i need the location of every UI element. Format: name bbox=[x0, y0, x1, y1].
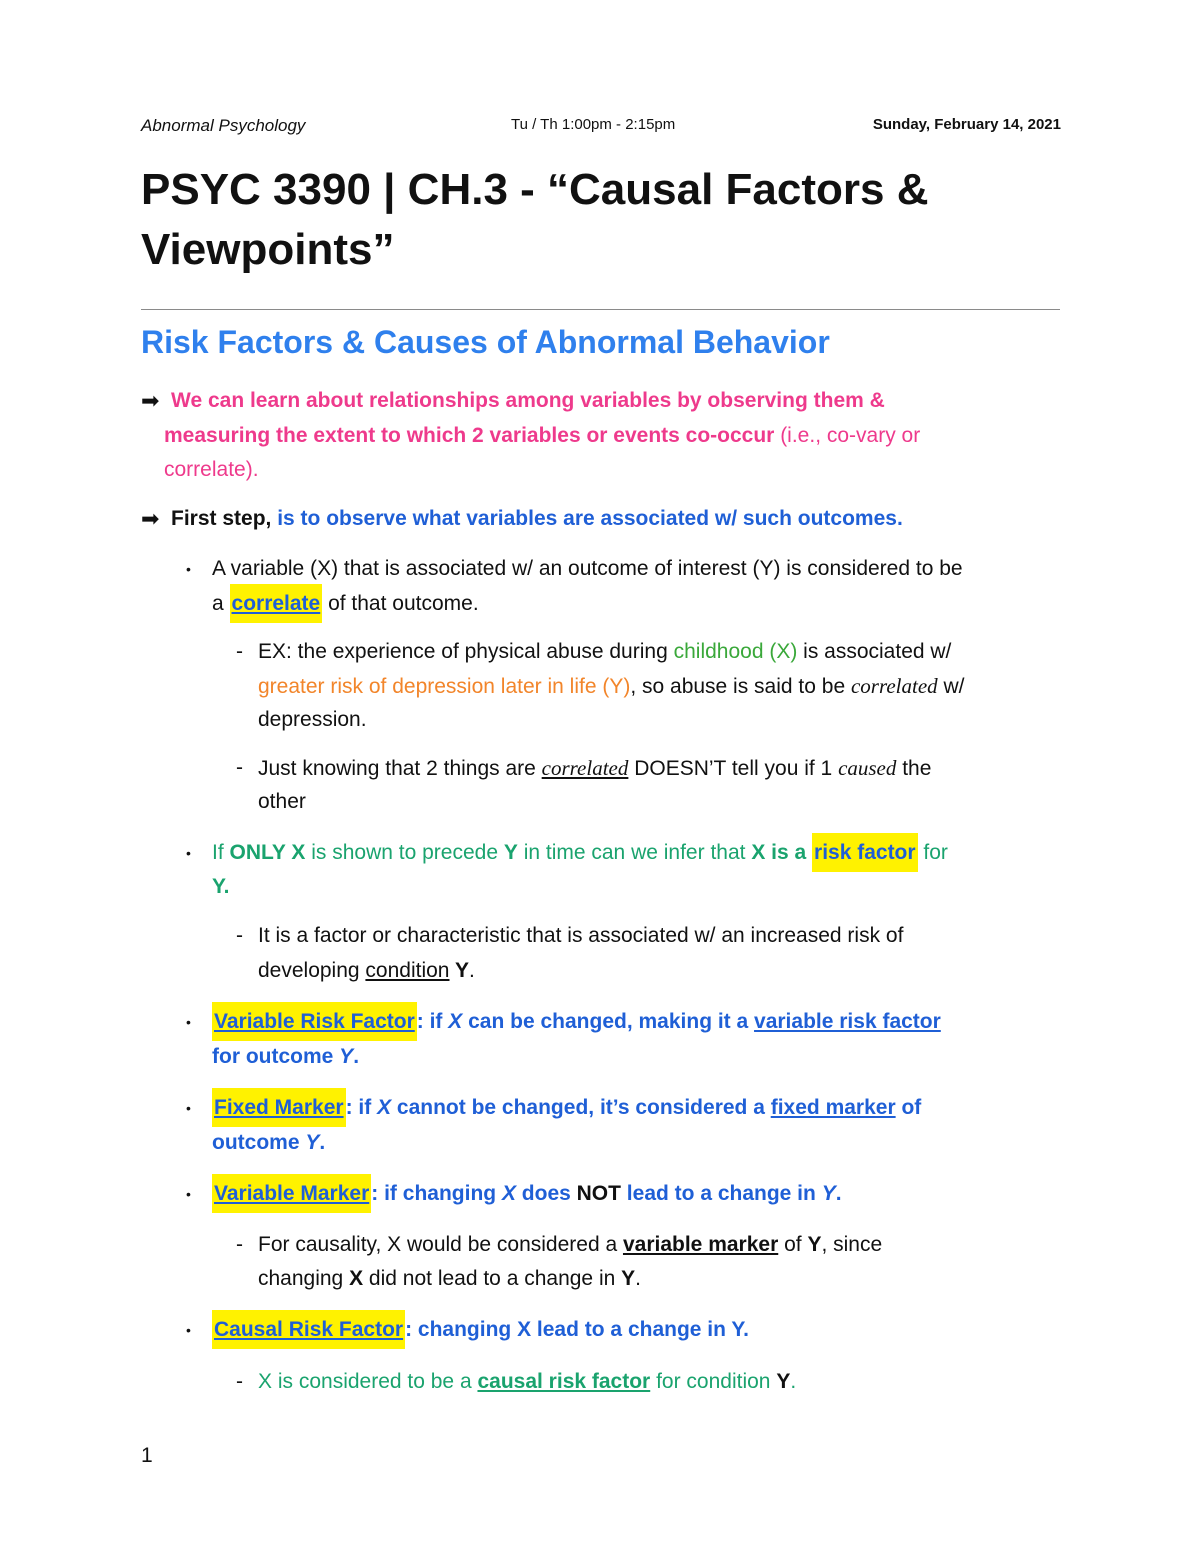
bullet-icon: • bbox=[186, 845, 191, 861]
dash-5: X is considered to be a causal risk factor for condition Y. bbox=[258, 1370, 797, 1393]
term-fixed-marker: Fixed Marker bbox=[212, 1088, 346, 1127]
bullet-1-line-2: a correlate of that outcome. bbox=[212, 587, 479, 621]
divider bbox=[141, 309, 1060, 310]
p1-line2-normal: (i.e., co-vary or bbox=[774, 424, 921, 447]
paragraph-2 bbox=[171, 502, 903, 536]
bullet-icon: • bbox=[186, 1322, 191, 1338]
dash-2-line-1: Just knowing that 2 things are correlated DOESN’T tell you if 1 caused the bbox=[258, 756, 932, 780]
bullet-4-line-2: outcome Y. bbox=[212, 1131, 326, 1154]
bullet-icon: • bbox=[186, 1014, 191, 1030]
dash-2-line-2: other bbox=[258, 790, 306, 813]
paragraph-1-line-3: correlate). bbox=[164, 458, 259, 481]
page-header bbox=[141, 116, 1061, 142]
bullet-icon: • bbox=[186, 1100, 191, 1116]
dash-4-line-2: changing X did not lead to a change in Y. bbox=[258, 1267, 641, 1290]
dash-icon: - bbox=[236, 1370, 243, 1393]
title-line-1: PSYC 3390 | CH.3 - “Causal Factors & bbox=[141, 165, 929, 214]
dash-4-line-1: For causality, X would be considered a variable marker of Y, since bbox=[258, 1233, 883, 1256]
bullet-1-line-1: A variable (X) that is associated w/ an outcome of interest (Y) is considered to be bbox=[212, 557, 963, 580]
header-date: Sunday, February 14, 2021 bbox=[872, 116, 1061, 133]
dash-3-line-1: It is a factor or characteristic that is associated w/ an increased risk of bbox=[258, 924, 904, 947]
bullet-3-line-1: Variable Risk Factor: if X can be changed, making it a variable risk factor bbox=[212, 1005, 941, 1039]
bullet-icon: • bbox=[186, 561, 191, 577]
p2-rest: is to observe what variables are associated w/ such outcomes. bbox=[271, 507, 903, 530]
dash-1-line-1: EX: the experience of physical abuse during childhood (X) is associated w/ bbox=[258, 640, 952, 663]
title-line-2: Viewpoints” bbox=[141, 225, 395, 274]
arrow-icon: ➡ bbox=[141, 388, 160, 413]
p1-line1-text: We can learn about relationships among variables by observing them & bbox=[171, 389, 885, 412]
page-title bbox=[141, 160, 1071, 280]
dash-1-line-3: depression. bbox=[258, 708, 367, 731]
term-correlate: correlate bbox=[230, 584, 323, 623]
term-variable-risk-factor: Variable Risk Factor bbox=[212, 1002, 417, 1041]
dash-1-line-2: greater risk of depression later in life (Y), so abuse is said to be correlated w/ bbox=[258, 674, 965, 698]
dash-icon: - bbox=[236, 756, 243, 779]
p2-lead: First step, bbox=[171, 507, 272, 530]
bullet-5: Variable Marker: if changing X does NOT lead to a change in Y. bbox=[212, 1177, 842, 1211]
bullet-4-line-1: Fixed Marker: if X cannot be changed, it’s considered a fixed marker of bbox=[212, 1091, 921, 1125]
page-number: 1 bbox=[141, 1444, 153, 1467]
term-variable-marker: Variable Marker bbox=[212, 1174, 371, 1213]
paragraph-1-line-2 bbox=[164, 419, 920, 453]
bullet-6: Causal Risk Factor: changing X lead to a change in Y. bbox=[212, 1313, 749, 1347]
header-time: Tu / Th 1:00pm - 2:15pm bbox=[511, 116, 676, 133]
paragraph-1-line-1 bbox=[171, 384, 885, 418]
dash-icon: - bbox=[236, 924, 243, 947]
bullet-3-line-2: for outcome Y. bbox=[212, 1045, 360, 1068]
dash-icon: - bbox=[236, 640, 243, 663]
bullet-2-line-1: If ONLY X is shown to precede Y in time can we infer that X is a risk factor for bbox=[212, 836, 948, 870]
term-causal-risk-factor: Causal Risk Factor bbox=[212, 1310, 405, 1349]
term-risk-factor: risk factor bbox=[812, 833, 918, 872]
bullet-2-line-2: Y. bbox=[212, 875, 230, 898]
dash-3-line-2: developing condition Y. bbox=[258, 959, 475, 982]
section-title: Risk Factors & Causes of Abnormal Behavior bbox=[141, 324, 830, 360]
dash-icon: - bbox=[236, 1233, 243, 1256]
header-course: Abnormal Psychology bbox=[141, 116, 306, 135]
bullet-icon: • bbox=[186, 1186, 191, 1202]
p1-line2-text: measuring the extent to which 2 variables or events co-occur bbox=[164, 424, 775, 447]
arrow-icon: ➡ bbox=[141, 506, 160, 531]
